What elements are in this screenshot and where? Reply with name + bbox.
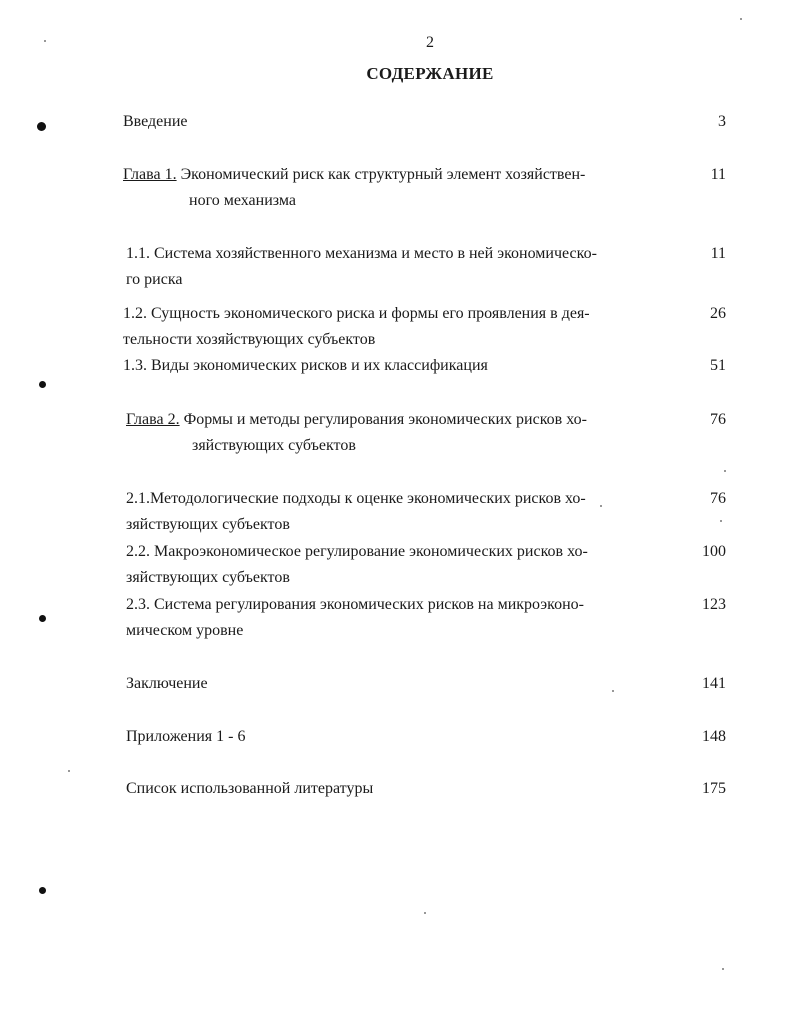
toc-entry-text: Заключение — [126, 675, 208, 692]
toc-page-number: 76 — [710, 411, 726, 428]
scan-speck — [724, 470, 726, 472]
toc-entry-text: 1.3. Виды экономических рисков и их классификация — [123, 357, 488, 374]
toc-page-number: 123 — [702, 596, 726, 613]
toc-entry-text-cont: мическом уровне — [126, 622, 244, 639]
toc-entry-text: Формы и методы регулирования экономических рисков хо- — [179, 411, 587, 428]
toc-page-number: 141 — [702, 675, 726, 692]
binder-hole-mark — [39, 381, 46, 388]
scan-speck — [722, 968, 724, 970]
toc-page-number: 175 — [702, 780, 726, 797]
binder-hole-mark — [39, 887, 46, 894]
page-title: СОДЕРЖАНИЕ — [366, 64, 494, 83]
scan-speck — [424, 912, 426, 914]
toc-entry-text: 2.3. Система регулирования экономических рисков на микроэконо- — [126, 596, 584, 613]
toc-entry-text: 1.2. Сущность экономического риска и формы его проявления в дея- — [123, 305, 590, 322]
toc-entry-text: 2.1.Методологические подходы к оценке экономических рисков хо- — [126, 490, 586, 507]
toc-entry-text: Приложения 1 - 6 — [126, 728, 246, 745]
binder-hole-mark — [39, 615, 46, 622]
toc-page-number: 26 — [710, 305, 726, 322]
toc-entry-text-cont: зяйствующих субъектов — [126, 516, 290, 533]
toc-page-number: 100 — [702, 543, 726, 560]
toc-page-number: 51 — [710, 357, 726, 374]
toc-entry-text-cont: го риска — [126, 271, 183, 288]
toc-entry-text: Введение — [123, 113, 188, 130]
toc-page-number: 148 — [702, 728, 726, 745]
scan-speck — [612, 690, 614, 692]
toc-page-number: 11 — [710, 166, 726, 183]
toc-page-number: 3 — [718, 113, 726, 130]
chapter-2-label: Глава 2. — [126, 411, 180, 428]
toc-entry-text: 2.2. Макроэкономическое регулирование экономических рисков хо- — [126, 543, 588, 560]
toc-entry-text: Экономический риск как структурный элемент хозяйствен- — [176, 166, 586, 183]
toc-entry-text-cont: зяйствующих субъектов — [192, 437, 356, 454]
toc-entry-text-cont: тельности хозяйствующих субъектов — [123, 331, 376, 348]
chapter-1-label: Глава 1. — [123, 166, 177, 183]
toc-entry-text-cont: зяйствующих субъектов — [126, 569, 290, 586]
scan-speck — [68, 770, 70, 772]
toc-entry-text: 1.1. Система хозяйственного механизма и место в ней экономическо- — [126, 245, 597, 262]
toc-page-number: 76 — [710, 490, 726, 507]
scan-speck — [600, 505, 602, 507]
scan-speck — [740, 18, 742, 20]
toc-entry-text: Список использованной литературы — [126, 780, 374, 797]
page-number: 2 — [426, 34, 434, 51]
binder-hole-mark — [37, 122, 46, 131]
toc-page-number: 11 — [710, 245, 726, 262]
scan-speck — [720, 520, 722, 522]
scan-speck — [44, 40, 46, 42]
toc-entry-text-cont: ного механизма — [189, 192, 296, 209]
